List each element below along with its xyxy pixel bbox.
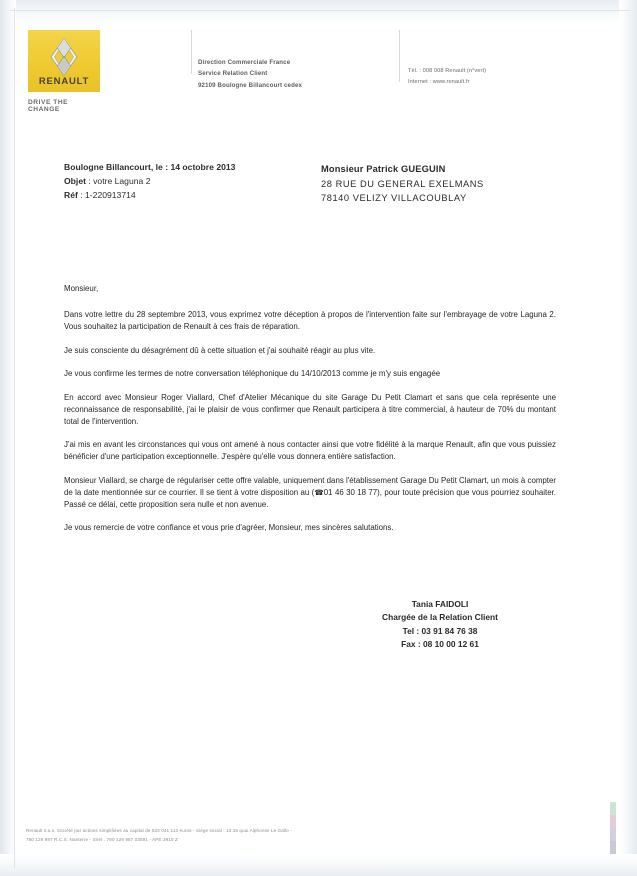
reference-value: : 1-220913714 xyxy=(77,189,136,200)
header-divider-left xyxy=(191,30,192,74)
renault-diamond-icon xyxy=(49,37,80,77)
header-divider-right xyxy=(399,30,400,82)
scan-edge-tint-bottom xyxy=(0,854,637,876)
contact-telephone: Tél. : 008 008 Renault (n°vert) xyxy=(408,68,487,74)
signatory-fax: Fax : 08 10 00 12 61 xyxy=(401,639,479,650)
signatory-name: Tania FAIDOLI xyxy=(411,599,469,609)
legal-footer xyxy=(26,826,446,845)
department-line-2: Service Relation Client xyxy=(198,70,268,78)
object-value: : votre Laguna 2 xyxy=(85,175,151,186)
body-paragraph-2: Je suis consciente du désagrément dû à cette situation et j'ai souhaité réagir au plus vite. xyxy=(64,345,376,355)
sender-reference-block xyxy=(64,161,235,203)
contact-website: Internet : www.renault.fr xyxy=(408,78,470,85)
department-line-1: Direction Commerciale France xyxy=(198,59,291,66)
scanner-color-calibration-bar xyxy=(610,802,616,854)
page-border-line-top xyxy=(10,10,630,11)
object-line xyxy=(64,175,235,189)
legal-footer-line-1: Renault s.a.s. Société par actions simplifiées au capital de 533 041 113 euros - Siège social : 13 15 quai Alphonse Le Gallo - xyxy=(26,828,292,833)
body-paragraph-6-part2: 01 46 30 18 77), pour toute précision que vous pourriez souhaiter. Passé ce délai, cette proposition sera nulle et non avenue. xyxy=(64,487,556,509)
letter-body xyxy=(64,283,556,546)
body-paragraph-6 xyxy=(64,475,556,511)
legal-footer-line-2: 780 129 987 R.C.S. Nanterre - Siret . 780 129 987 03591 - APE 2910 Z xyxy=(26,837,178,843)
page-border-line-left xyxy=(14,8,15,868)
renault-wordmark: RENAULT xyxy=(38,76,90,87)
color-bar-segment-1 xyxy=(610,802,616,815)
body-paragraph-4: En accord avec Monsieur Roger Viallard, Chef d'Atelier Mécanique du site Garage Du Petit Clamart et sans que cela représente une reconnaissance de responsabilité, j'ai le plaisir de vous confirmer que Renault participera à titre commercial, à hauteur de 70% du montant total de l'intervention. xyxy=(64,392,556,426)
addressee-city: 78140 VELIZY VILLACOUBLAY xyxy=(321,193,467,204)
body-salutation: Monsieur, xyxy=(64,284,99,293)
addressee-name: Monsieur Patrick GUEGUIN xyxy=(321,164,446,174)
color-bar-segment-4 xyxy=(610,841,616,854)
scan-edge-tint-top xyxy=(0,0,637,26)
renault-logo-block xyxy=(28,30,100,113)
scan-edge-tint-right xyxy=(619,0,637,876)
place-and-date: Boulogne Billancourt, le : 14 octobre 2013 xyxy=(64,162,236,172)
body-paragraph-6-part1: Monsieur Viallard, se charge de régulariser cette offre valable, uniquement dans l'établissement Garage Du Petit Clamart, un mois à compter de la date mentionnée sur ce courrier. Il se tient à votre disposition au ( xyxy=(64,475,556,497)
renault-logo-box xyxy=(28,30,100,92)
color-bar-segment-3 xyxy=(610,828,616,841)
body-paragraph-5: J'ai mis en avant les circonstances qui vous ont amené à nous contacter ainsi que votre fidélité à la marque Renault, afin que vous puissiez bénéficier d'une participation exceptionnelle. J'espère qu'elle vous donnera entière satisfaction. xyxy=(64,440,556,462)
department-address-block xyxy=(198,57,302,91)
addressee-block xyxy=(321,162,484,206)
color-bar-segment-2 xyxy=(610,815,616,828)
telephone-icon: ☎ xyxy=(314,487,324,497)
signatory-telephone: Tel : 03 91 84 76 38 xyxy=(402,625,478,636)
contact-info-block xyxy=(408,66,486,88)
signatory-role: Chargée de la Relation Client xyxy=(382,612,498,623)
body-paragraph-3: Je vous confirme les termes de notre conversation téléphonique du 14/10/2013 comme je m'y suis engagée xyxy=(64,369,441,379)
addressee-street: 28 RUE DU GENERAL EXELMANS xyxy=(321,178,484,189)
reference-label: Réf xyxy=(64,189,78,200)
department-line-3: 92109 Boulogne Billancourt cedex xyxy=(198,81,303,89)
body-paragraph-1: Dans votre lettre du 28 septembre 2013, vous exprimez votre déception à propos de l'intervention faite sur l'embrayage de votre Laguna 2. Vous souhaitez la participation de Renault à ces frais de réparation. xyxy=(64,310,556,332)
object-label: Objet xyxy=(64,175,86,186)
reference-line xyxy=(64,189,235,203)
body-paragraph-7: Je vous remercie de votre confiance et vous prie d'agréer, Monsieur, mes sincères salutations. xyxy=(64,523,394,533)
signature-block xyxy=(330,598,550,652)
brand-tagline: DRIVE THE CHANGE xyxy=(28,99,69,113)
